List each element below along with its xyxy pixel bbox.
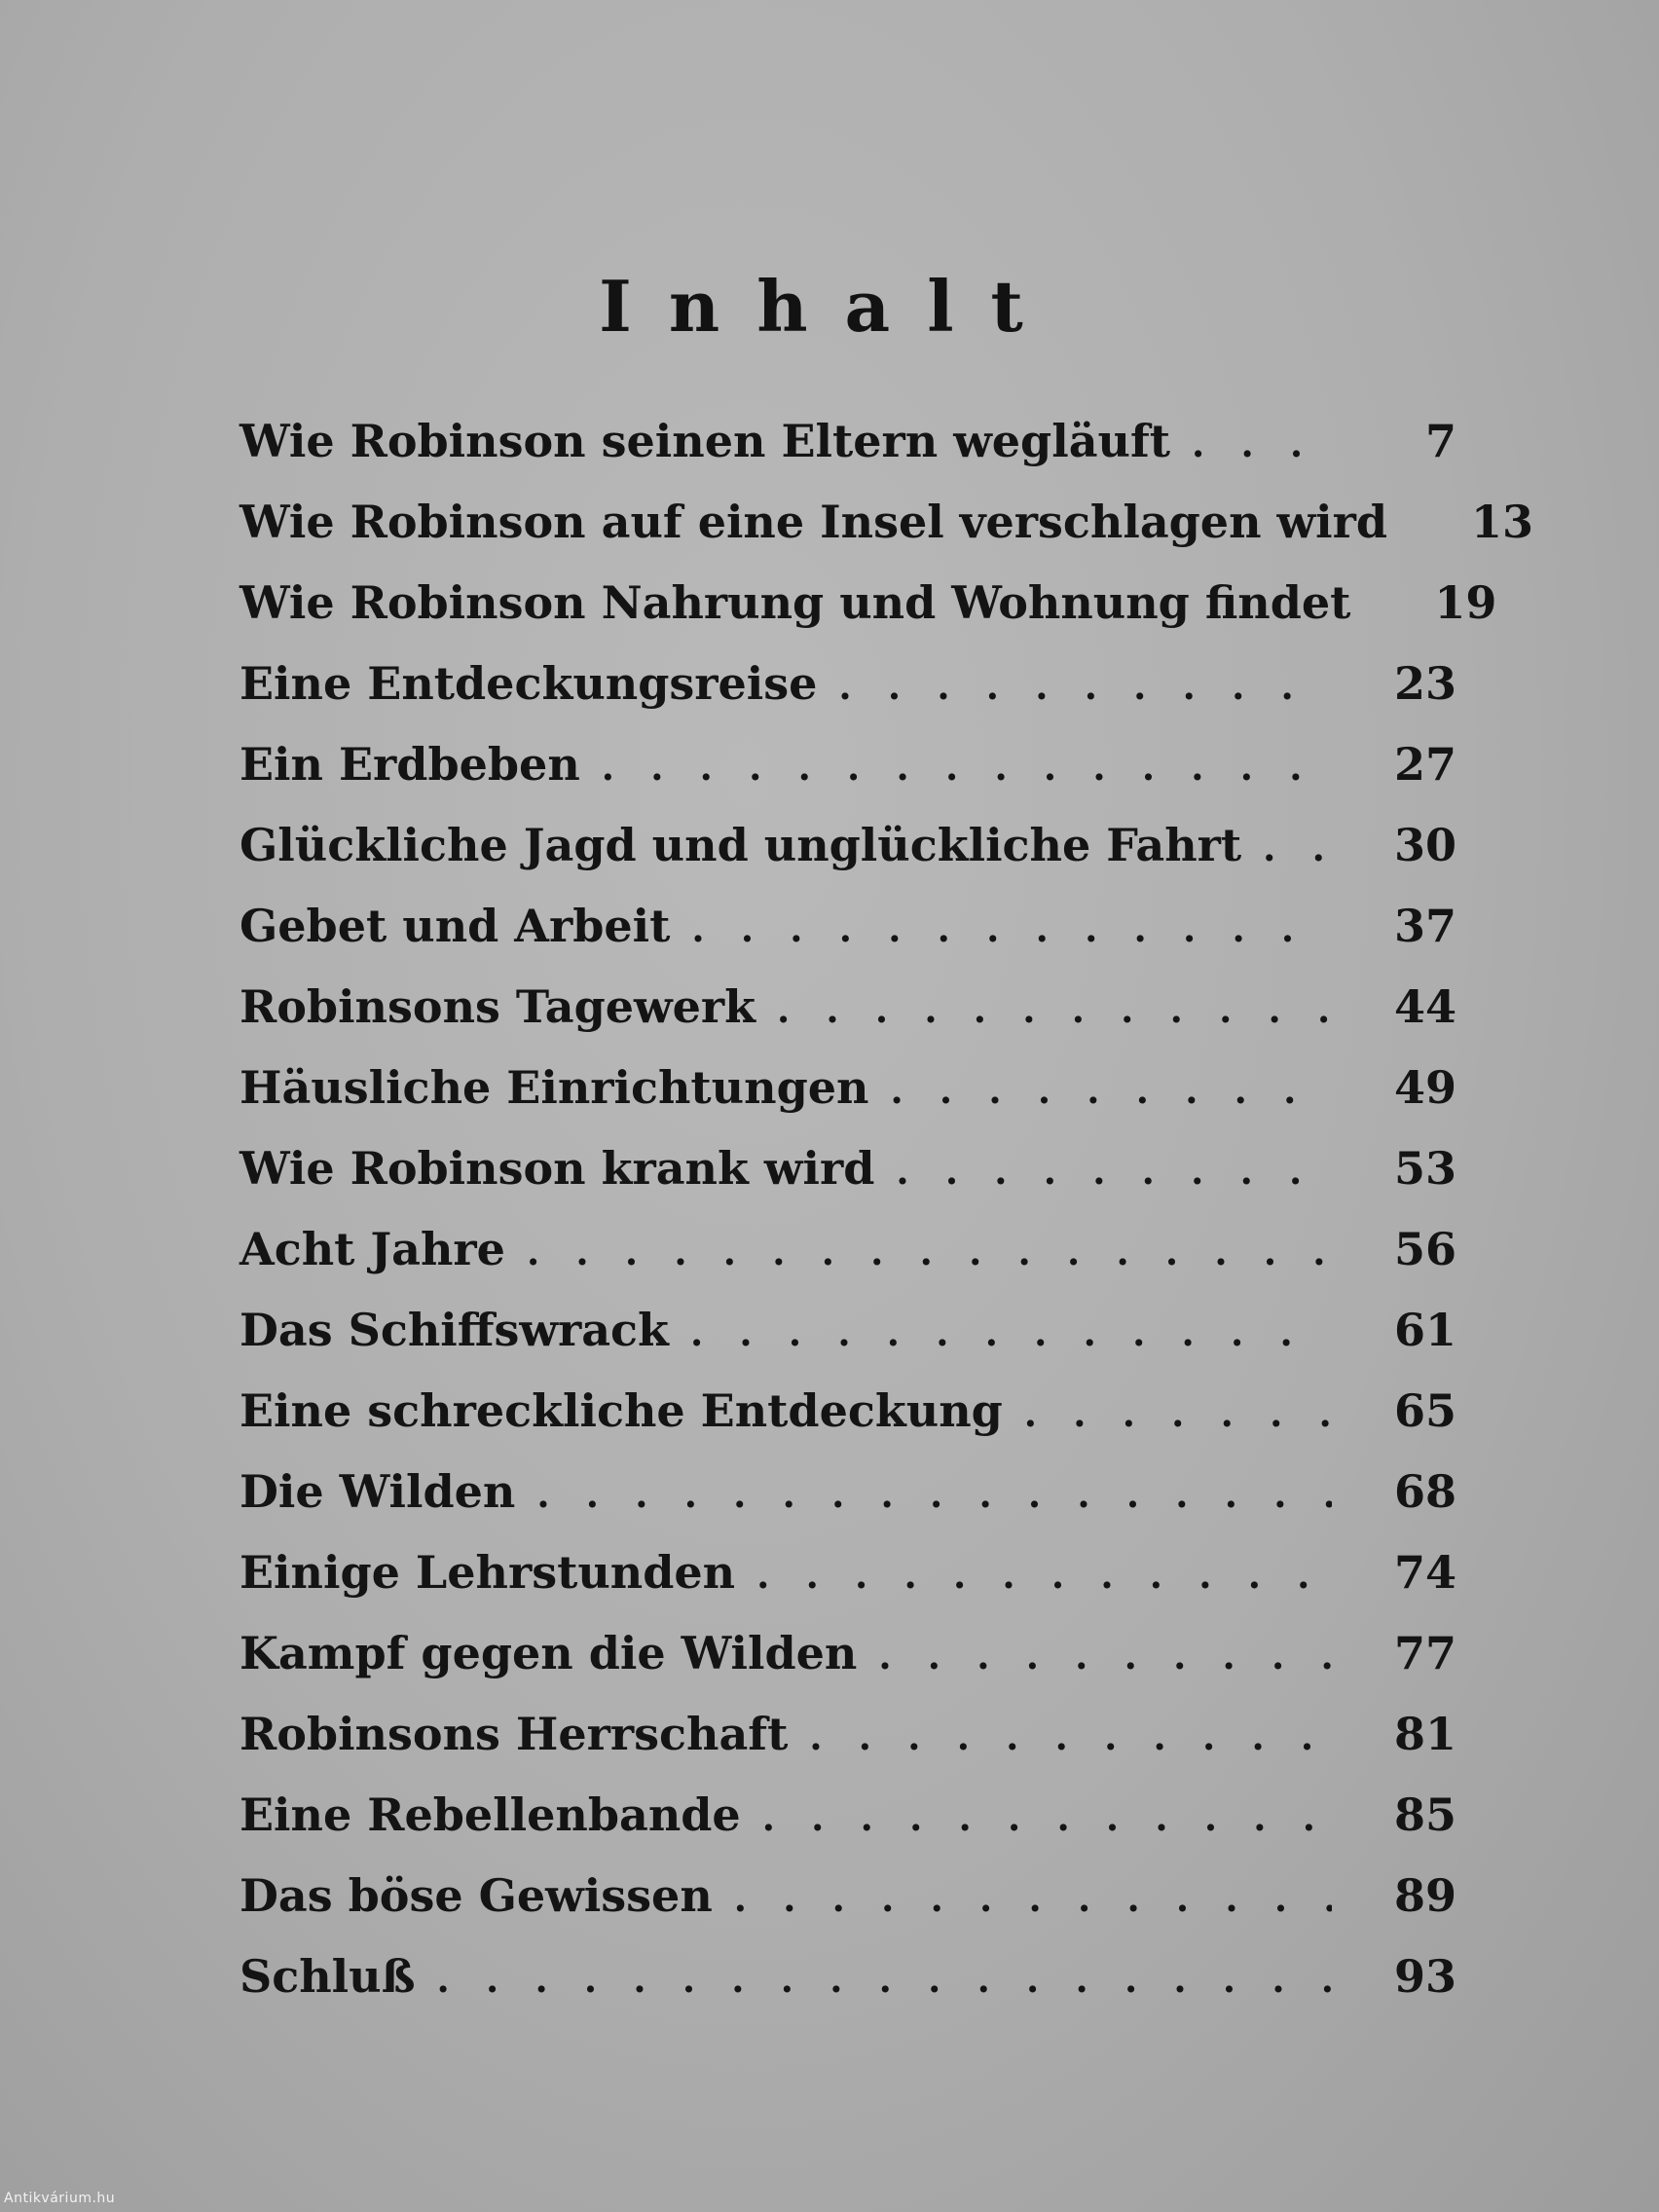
dot-leader (878, 1615, 1332, 1696)
dot-leader (890, 1050, 1332, 1130)
toc-entry (240, 1371, 1456, 1452)
toc-entry-page: 19 (1434, 576, 1497, 629)
toc-entry-page: 7 (1424, 415, 1456, 467)
toc-entry-title: Wie Robinson krank wird (240, 1142, 875, 1195)
dot-leader (437, 1938, 1332, 2019)
toc-entry-title: Eine Rebellenbande (240, 1788, 741, 1841)
dot-leader (602, 726, 1332, 807)
toc-entry-page: 44 (1393, 980, 1456, 1033)
toc-entry-title: Eine schreckliche Entdeckung (240, 1384, 1003, 1437)
toc-entry (240, 1694, 1456, 1775)
dot-leader (777, 969, 1332, 1050)
dot-leader (536, 1454, 1332, 1534)
dot-leader (527, 1211, 1332, 1292)
toc-entry-title: Gebet und Arbeit (240, 900, 671, 952)
toc-entry-title: Wie Robinson seinen Eltern wegläuft (240, 415, 1170, 467)
toc-entry-page: 74 (1393, 1546, 1456, 1599)
toc-entry-title: Häusliche Einrichtungen (240, 1061, 869, 1114)
toc-entry-page: 56 (1393, 1223, 1456, 1275)
toc-entry-title: Wie Robinson auf eine Insel verschlagen wird (240, 496, 1387, 548)
toc-entry-page: 89 (1393, 1869, 1456, 1922)
toc-entry-title: Ein Erdbeben (240, 738, 580, 791)
toc-entry-title: Schluß (240, 1950, 416, 2003)
toc-entry (240, 724, 1456, 805)
toc-entry (240, 1128, 1456, 1209)
toc-entry-title: Einige Lehrstunden (240, 1546, 736, 1599)
toc-entry-page: 53 (1393, 1142, 1456, 1195)
dot-leader (838, 645, 1332, 726)
toc-entry (240, 805, 1456, 886)
toc-entry-title: Glückliche Jagd und unglückliche Fahrt (240, 819, 1242, 871)
toc-entry-page: 81 (1393, 1708, 1456, 1760)
toc-entry-title: Kampf gegen die Wilden (240, 1627, 858, 1679)
dot-leader (1263, 807, 1332, 888)
dot-leader (1024, 1373, 1332, 1454)
toc-entry-page: 13 (1470, 496, 1533, 548)
toc-entry (240, 1290, 1456, 1371)
toc-entry-page: 65 (1393, 1384, 1456, 1437)
toc-entry (240, 1613, 1456, 1694)
toc-entry-page: 49 (1393, 1061, 1456, 1114)
toc-entry-title: Eine Entdeckungsreise (240, 657, 818, 710)
toc-entry-title: Wie Robinson Nahrung und Wohnung findet (240, 576, 1351, 629)
toc-entry-page: 27 (1393, 738, 1456, 791)
toc-entry-page: 30 (1393, 819, 1456, 871)
toc-entry-page: 61 (1393, 1304, 1456, 1356)
toc-entry (240, 482, 1533, 563)
toc-entry-title: Die Wilden (240, 1465, 516, 1518)
toc-entry (240, 1209, 1456, 1290)
toc-entry (240, 401, 1456, 482)
dot-leader (756, 1534, 1332, 1615)
toc-entry (240, 1856, 1456, 1936)
toc-entry (240, 1936, 1456, 2017)
toc-entry-page: 68 (1393, 1465, 1456, 1518)
toc-entry-title: Das böse Gewissen (240, 1869, 713, 1922)
table-of-contents (240, 401, 1533, 2017)
dot-leader (690, 1292, 1332, 1373)
toc-entry-page: 77 (1393, 1627, 1456, 1679)
toc-entry (240, 886, 1456, 967)
watermark: Antikvárium.hu (4, 2191, 116, 2206)
dot-leader (1192, 403, 1332, 484)
toc-entry-page: 23 (1393, 657, 1456, 710)
dot-leader (809, 1696, 1332, 1777)
toc-entry (240, 967, 1456, 1048)
toc-entry (240, 1775, 1456, 1856)
toc-entry (240, 563, 1497, 644)
dot-leader (762, 1777, 1332, 1858)
toc-entry-title: Acht Jahre (240, 1223, 505, 1275)
toc-entry-title: Robinsons Herrschaft (240, 1708, 789, 1760)
dot-leader (896, 1130, 1332, 1211)
toc-entry-title: Robinsons Tagewerk (240, 980, 756, 1033)
page-title: Inhalt (599, 265, 1060, 349)
toc-entry-title: Das Schiffswrack (240, 1304, 669, 1356)
toc-entry (240, 1452, 1456, 1532)
dot-leader (734, 1858, 1332, 1938)
toc-entry-page: 37 (1393, 900, 1456, 952)
toc-entry (240, 1532, 1456, 1613)
toc-entry-page: 85 (1393, 1788, 1456, 1841)
toc-entry-page: 93 (1393, 1950, 1456, 2003)
dot-leader (691, 888, 1332, 969)
toc-entry (240, 644, 1456, 724)
toc-entry (240, 1048, 1456, 1128)
